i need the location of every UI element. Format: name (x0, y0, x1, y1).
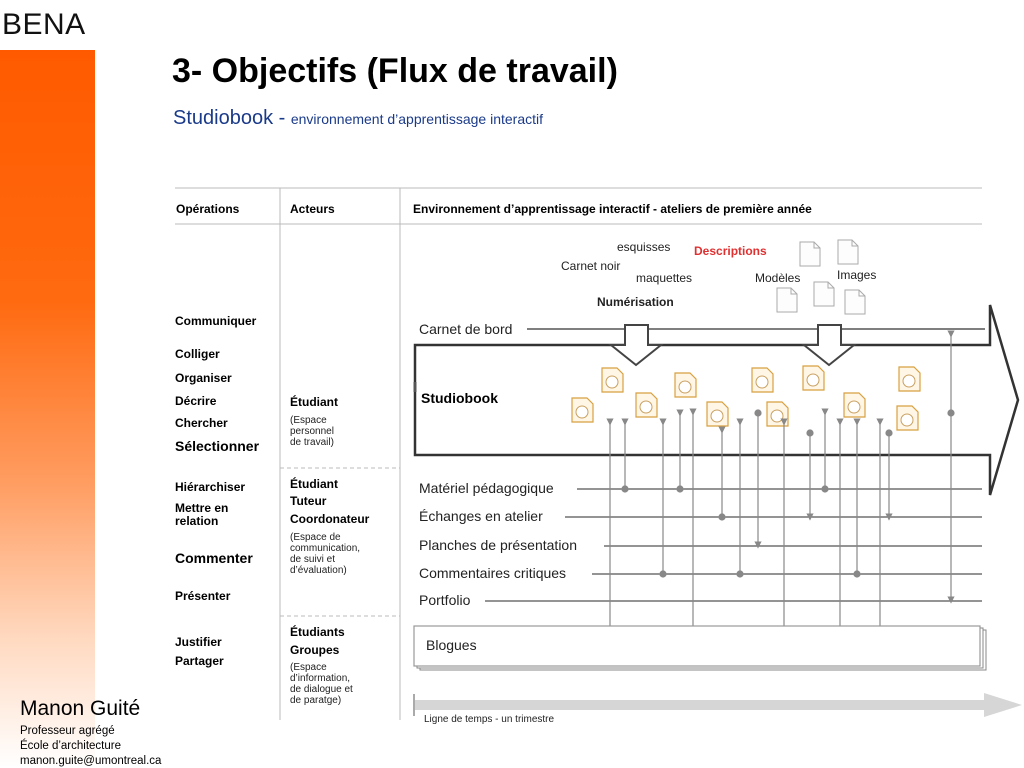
document-icon (838, 240, 858, 264)
subtitle-main: Studiobook - (173, 107, 291, 129)
flow-studiobook: Studiobook (421, 390, 498, 406)
actor-etudiants: Étudiants (290, 625, 345, 639)
input-images: Images (837, 268, 877, 282)
subtitle-rest: environnement d’apprentissage interactif (290, 111, 544, 127)
actor-tuteur: Tuteur (290, 494, 327, 508)
op-partager: Partager (175, 654, 224, 668)
author-role: Professeur agrégé (20, 725, 115, 737)
document-icon (814, 282, 834, 306)
actor-desc-line: (Espace (290, 662, 327, 673)
flow-carnet-de-bord: Carnet de bord (419, 321, 513, 337)
flow-echanges: Échanges en atelier (419, 508, 543, 524)
brand-label: BENA (2, 8, 86, 41)
actor-desc-line: communication, (290, 543, 361, 554)
author-email[interactable]: manon.guite@umontreal.ca (20, 755, 162, 767)
flow-planches: Planches de présentation (419, 537, 577, 553)
image-document-icon (752, 368, 773, 392)
actor-etudiant: Étudiant (290, 395, 338, 409)
input-descriptions: Descriptions (694, 244, 767, 258)
input-maquettes: maquettes (636, 271, 693, 285)
document-icon (845, 290, 865, 314)
flow-commentaires: Commentaires critiques (419, 565, 567, 581)
op-hierarchiser: Hiérarchiser (175, 480, 246, 494)
header-operations: Opérations (176, 202, 240, 216)
image-document-icon (844, 393, 865, 417)
op-decrire: Décrire (175, 394, 217, 408)
image-document-icon (897, 406, 918, 430)
op-relation: relation (175, 514, 219, 528)
actor-desc-line: de suivi et (290, 554, 336, 565)
image-document-icon (572, 398, 593, 422)
actor-desc-line: (Espace (290, 415, 327, 426)
image-document-icon (899, 367, 920, 391)
actor-desc-line: personnel (290, 426, 334, 437)
op-commenter: Commenter (175, 550, 253, 566)
flow-portfolio: Portfolio (419, 592, 471, 608)
document-icon (777, 288, 797, 312)
flow-timeline: Ligne de temps - un trimestre (424, 714, 555, 725)
actor-desc-line: d’information, (290, 673, 351, 684)
actor-desc-line: d’évaluation) (290, 565, 347, 576)
author-name: Manon Guité (20, 697, 141, 720)
input-modeles: Modèles (755, 271, 801, 285)
actor-desc-line: (Espace de (290, 532, 341, 543)
op-chercher: Chercher (175, 416, 228, 430)
page-title: 3- Objectifs (Flux de travail) (172, 52, 618, 90)
image-document-icon (602, 368, 623, 392)
author-school: École d’architecture (20, 740, 121, 752)
actor-desc-line: de dialogue et (290, 684, 353, 695)
op-communiquer: Communiquer (175, 314, 257, 328)
op-justifier: Justifier (175, 635, 222, 649)
image-document-icon (803, 366, 824, 390)
op-presenter: Présenter (175, 589, 231, 603)
image-document-icon (675, 373, 696, 397)
image-document-icon (636, 393, 657, 417)
input-numerisation: Numérisation (597, 295, 674, 309)
actor-groupes: Groupes (290, 643, 340, 657)
op-mettre-en: Mettre en (175, 501, 229, 515)
op-colliger: Colliger (175, 347, 220, 361)
header-environnement: Environnement d’apprentissage interactif - ateliers de première année (413, 202, 812, 216)
op-selectionner: Sélectionner (175, 438, 260, 454)
flow-materiel: Matériel pédagogique (419, 480, 554, 496)
actor-etudiant-2: Étudiant (290, 477, 338, 491)
op-organiser: Organiser (175, 371, 232, 385)
image-document-icon (707, 402, 728, 426)
actor-coordonateur: Coordonateur (290, 512, 370, 526)
input-esquisses: esquisses (617, 240, 671, 254)
header-acteurs: Acteurs (290, 202, 335, 216)
input-carnet-noir: Carnet noir (561, 259, 621, 273)
document-icon (800, 242, 820, 266)
actor-desc-line: de travail) (290, 437, 334, 448)
blogues-box (414, 626, 980, 666)
timeline-arrow-icon (984, 693, 1022, 717)
image-document-icon (767, 402, 788, 426)
flow-blogues: Blogues (426, 637, 477, 653)
actor-desc-line: de paratge) (290, 695, 342, 706)
